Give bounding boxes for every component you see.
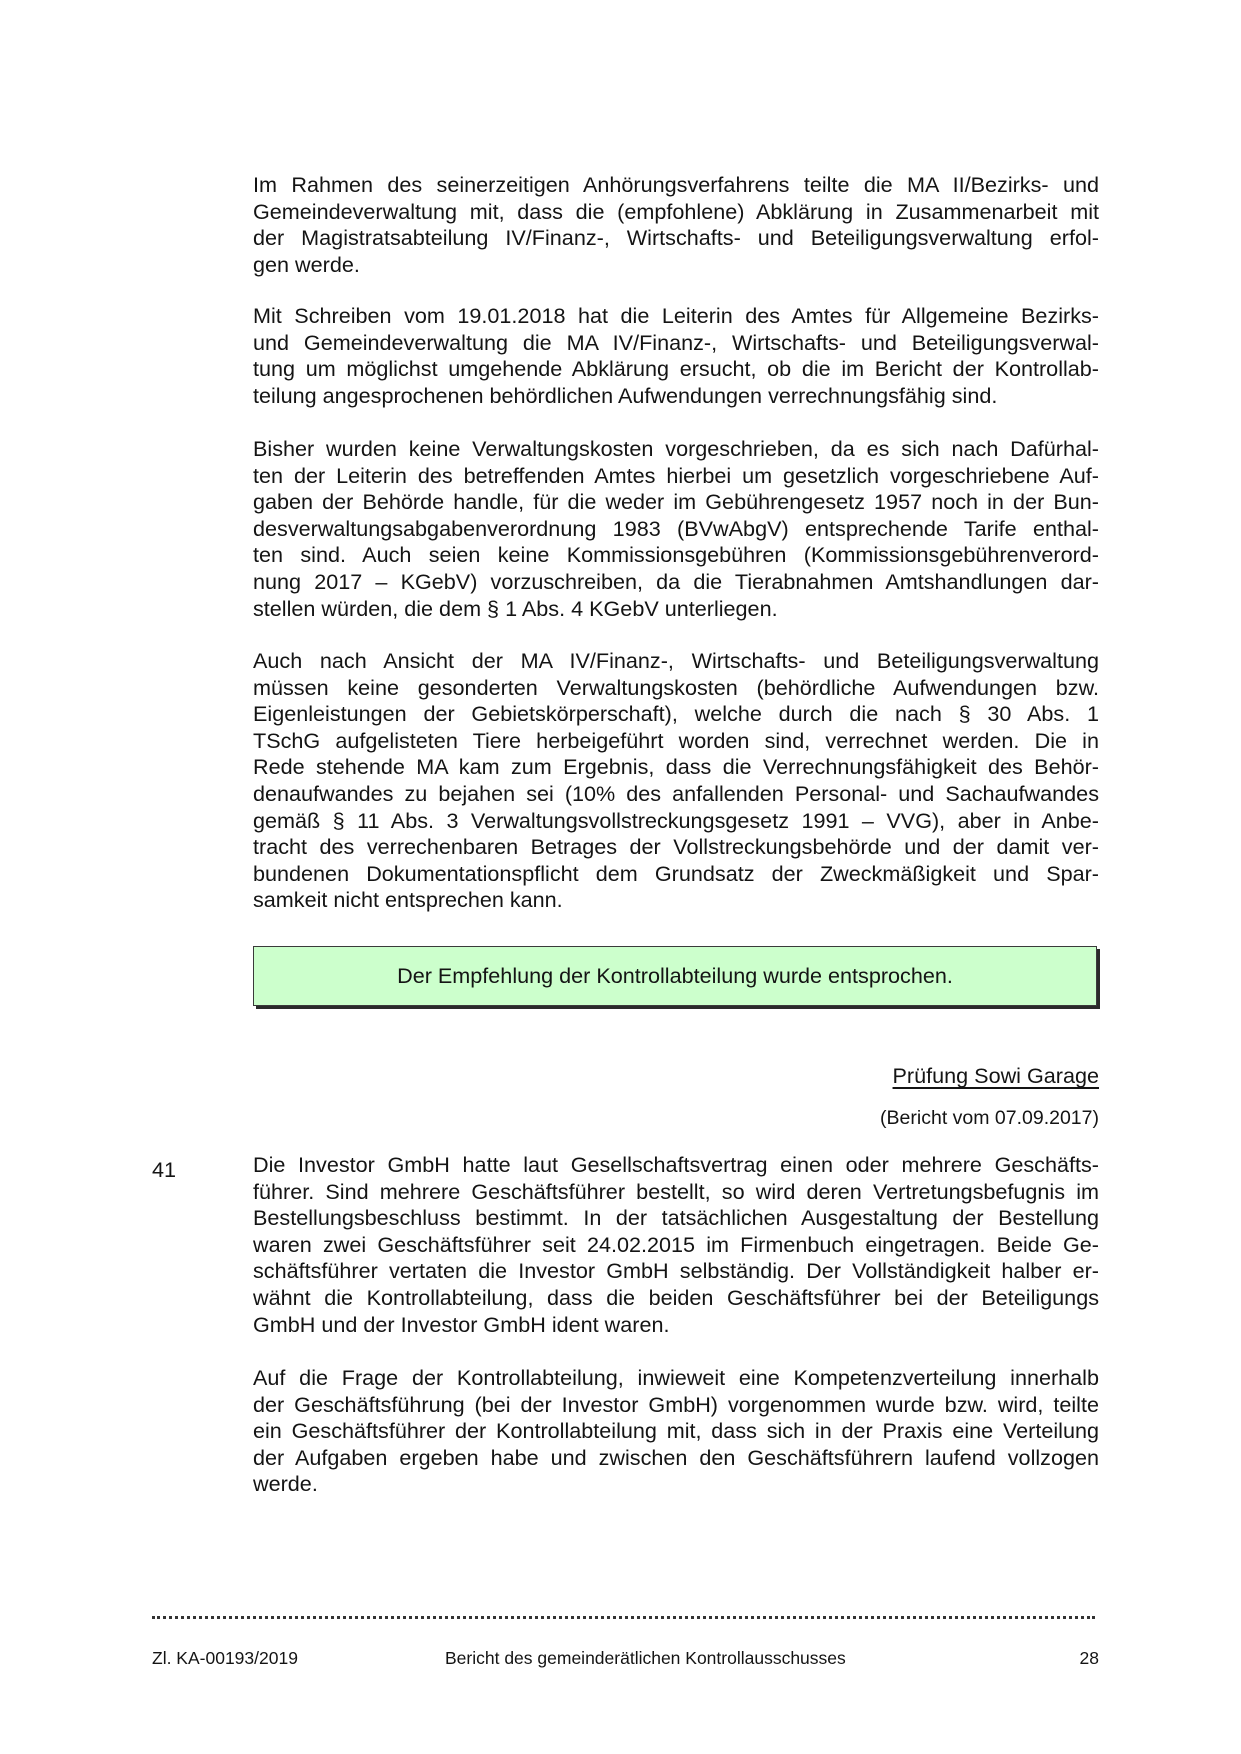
footer-divider	[152, 1616, 1095, 1619]
text-line: ten sind. Auch seien keine Kommissionsgebühren (Kommissionsgebührenverord-	[253, 542, 1099, 568]
section-title: Prüfung Sowi Garage	[892, 1063, 1099, 1088]
text-line: Auch nach Ansicht der MA IV/Finanz-, Wirtschafts- und Beteiligungsverwaltung	[253, 648, 1099, 673]
text-line: Auf die Frage der Kontrollabteilung, inwieweit eine Kompetenzverteilung innerhalb	[253, 1365, 1099, 1390]
paragraph-verwaltungskosten	[253, 436, 1099, 622]
text-line: schäftsführer vertaten die Investor GmbH selbständig. Der Vollständigkeit halber er-	[253, 1258, 1099, 1284]
text-line: werde.	[253, 1471, 318, 1497]
text-line: gemäß § 11 Abs. 3 Verwaltungsvollstreckungsgesetz 1991 – VVG), aber in Anbe-	[253, 807, 1099, 833]
text-line: Bestellungsbeschluss bestimmt. In der tatsächlichen Ausgestaltung der Bestellung	[253, 1205, 1099, 1231]
paragraph-number: 41	[152, 1157, 177, 1182]
footer-reference: Zl. KA-00193/2019	[152, 1648, 298, 1668]
text-line: desverwaltungsabgabenverordnung 1983 (BVwAbgV) entsprechende Tarife enthal-	[253, 515, 1099, 541]
text-line: GmbH und der Investor GmbH ident waren.	[253, 1311, 670, 1337]
text-line: gen werde.	[253, 251, 360, 277]
paragraph-investor-gmbh	[253, 1152, 1099, 1338]
text-line: der Magistratsabteilung IV/Finanz-, Wirtschafts- und Beteiligungsverwaltung erfol-	[253, 225, 1099, 251]
text-line: Bisher wurden keine Verwaltungskosten vorgeschrieben, da es sich nach Dafürhal-	[253, 436, 1099, 461]
text-line: nung 2017 – KGebV) vorzuschreiben, da die Tierabnahmen Amtshandlungen dar-	[253, 568, 1099, 594]
text-line: TSchG aufgelisteten Tiere herbeigeführt worden sind, verrechnet werden. Die in	[253, 727, 1099, 753]
text-line: teilung angesprochenen behördlichen Aufwendungen verrechnungsfähig sind.	[253, 382, 998, 408]
text-line: stellen würden, die dem § 1 Abs. 4 KGebV unterliegen.	[253, 595, 778, 621]
text-line: Gemeindeverwaltung mit, dass die (empfohlene) Abklärung in Zusammenarbeit mit	[253, 198, 1099, 224]
text-line: der Aufgaben ergeben habe und zwischen den Geschäftsführern laufend vollzogen	[253, 1444, 1099, 1470]
paragraph-ansicht-ma-iv	[253, 648, 1099, 914]
text-line: samkeit nicht entsprechen kann.	[253, 887, 563, 913]
page-number: 28	[1079, 1648, 1099, 1668]
text-line: müssen keine gesonderten Verwaltungskosten (behördliche Aufwendungen bzw.	[253, 674, 1099, 700]
text-line: tung um möglichst umgehende Abklärung ersucht, ob die im Bericht der Kontrollab-	[253, 356, 1099, 382]
text-line: ein Geschäftsführer der Kontrollabteilung mit, dass sich in der Praxis eine Verteilung	[253, 1418, 1099, 1444]
text-line: gaben der Behörde handle, für die weder im Gebührengesetz 1957 noch in der Bun-	[253, 489, 1099, 515]
text-line: Die Investor GmbH hatte laut Gesellschaftsvertrag einen oder mehrere Geschäfts-	[253, 1152, 1099, 1177]
footer-title: Bericht des gemeinderätlichen Kontrollausschusses	[445, 1648, 846, 1668]
text-line: und Gemeindeverwaltung die MA IV/Finanz-, Wirtschafts- und Beteiligungsverwal-	[253, 329, 1099, 355]
text-line: Rede stehende MA kam zum Ergebnis, dass die Verrechnungsfähigkeit des Behör-	[253, 754, 1099, 780]
text-line: Mit Schreiben vom 19.01.2018 hat die Leiterin des Amtes für Allgemeine Bezirks-	[253, 303, 1099, 328]
paragraph-schreiben	[253, 303, 1099, 409]
text-line: waren zwei Geschäftsführer seit 24.02.2015 im Firmenbuch eingetragen. Beide Ge-	[253, 1231, 1099, 1257]
text-line: führer. Sind mehrere Geschäftsführer bestellt, so wird deren Vertretungsbefugnis im	[253, 1178, 1099, 1204]
text-line: tracht des verrechenbaren Betrages der Vollstreckungsbehörde und der damit ver-	[253, 834, 1099, 860]
text-line: Im Rahmen des seinerzeitigen Anhörungsverfahrens teilte die MA II/Bezirks- und	[253, 172, 1099, 197]
section-report-date: (Bericht vom 07.09.2017)	[880, 1107, 1099, 1129]
paragraph-anhoerungsverfahren	[253, 172, 1099, 278]
paragraph-kompetenzverteilung	[253, 1365, 1099, 1498]
recommendation-status-text: Der Empfehlung der Kontrollabteilung wurde entsprochen.	[397, 963, 953, 988]
text-line: Eigenleistungen der Gebietskörperschaft), welche durch die nach § 30 Abs. 1	[253, 701, 1099, 727]
text-line: wähnt die Kontrollabteilung, dass die beiden Geschäftsführer bei der Beteiligungs	[253, 1284, 1099, 1310]
text-line: denaufwandes zu bejahen sei (10% des anfallenden Personal- und Sachaufwandes	[253, 780, 1099, 806]
text-line: bundenen Dokumentationspflicht dem Grundsatz der Zweckmäßigkeit und Spar-	[253, 860, 1099, 886]
text-line: der Geschäftsführung (bei der Investor GmbH) vorgenommen wurde bzw. wird, teilte	[253, 1391, 1099, 1417]
text-line: ten der Leiterin des betreffenden Amtes hierbei um gesetzlich vorgeschriebene Auf-	[253, 462, 1099, 488]
recommendation-status-box	[253, 946, 1097, 1006]
